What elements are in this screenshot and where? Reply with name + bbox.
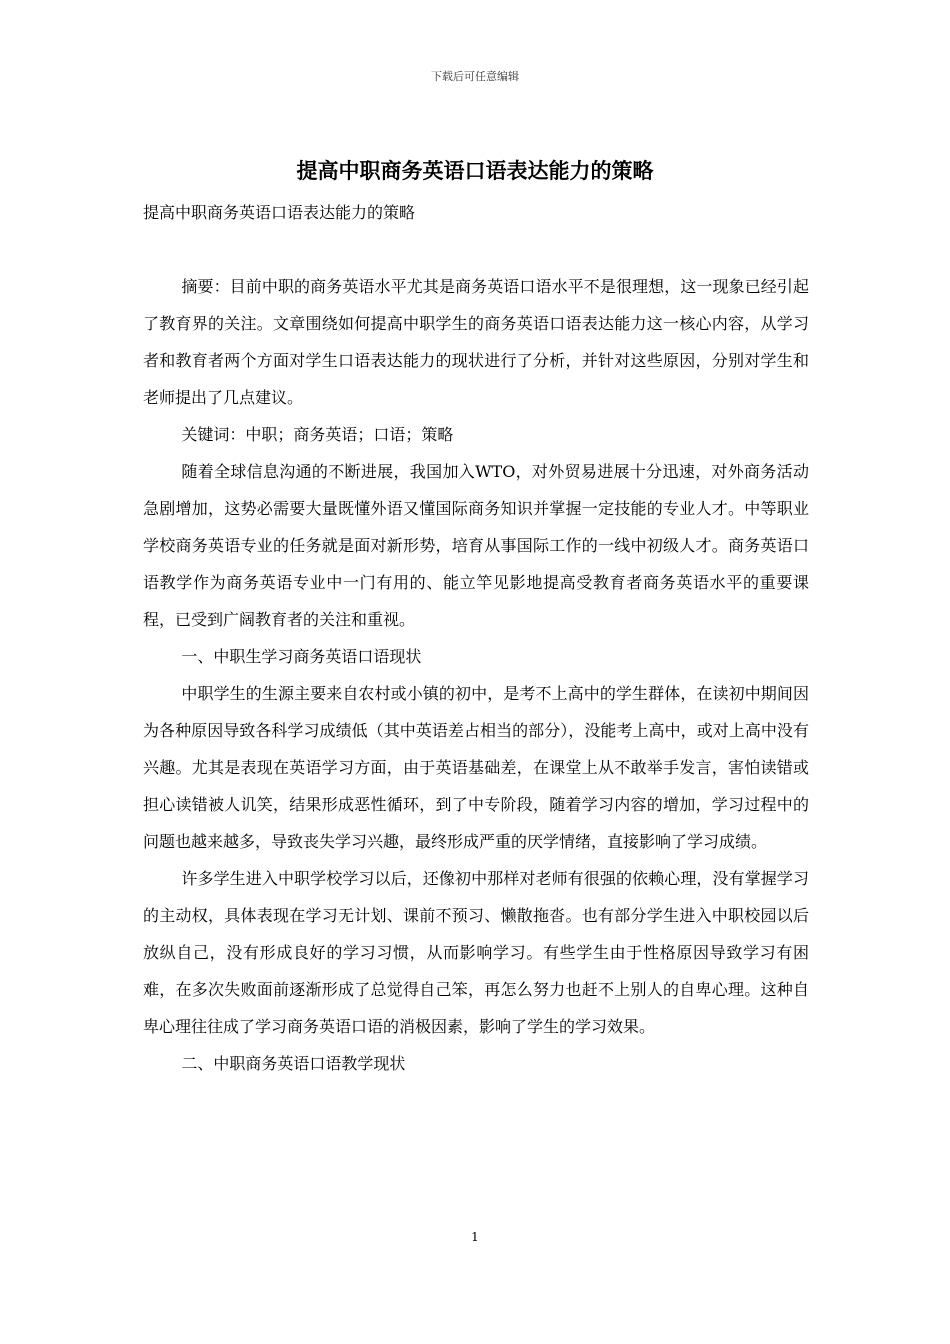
document-body: [143, 268, 809, 1082]
keywords-paragraph: 关键词：中职；商务英语；口语；策略: [181, 425, 454, 444]
section-heading-2: 二、中职商务英语口语教学现状: [181, 1054, 406, 1073]
intro-paragraph: 随着全球信息沟通的不断进展，我国加入WTO，对外贸易进展十分迅速，对外商务活动急剧增加，这势必需要大量既懂外语又懂国际商务知识并掌握一定技能的专业人才。中等职业学校商务英语专业的任务就是面对新形势，培育从事国际工作的一线中初级人才。商务英语口语教学作为商务英语专业中一门有用的、能立竿见影地提高受教育者商务英语水平的重要课程，已受到广阔教育者的关注和重视。: [143, 462, 809, 629]
section-heading-1: 一、中职生学习商务英语口语现状: [181, 647, 422, 666]
abstract-paragraph: 摘要：目前中职的商务英语水平尤其是商务英语口语水平不是很理想，这一现象已经引起了教育界的关注。文章围绕如何提高中职学生的商务英语口语表达能力这一核心内容，从学习者和教育者两个方面对学生口语表达能力的现状进行了分析，并针对这些原因，分别对学生和老师提出了几点建议。: [143, 277, 809, 407]
section-1-paragraph-1: 中职学生的生源主要来自农村或小镇的初中，是考不上高中的学生群体，在读初中期间因为各种原因导致各科学习成绩低（其中英语差占相当的部分），没能考上高中，或对上高中没有兴趣。尤其是表现在英语学习方面，由于英语基础差，在课堂上从不敢举手发言，害怕读错或担心读错被人讥笑，结果形成恶性循环，到了中专阶段，随着学习内容的增加，学习过程中的问题也越来越多，导致丧失学习兴趣，最终形成严重的厌学情绪，直接影响了学习成绩。: [143, 684, 809, 851]
document-title: 提高中职商务英语口语表达能力的策略: [296, 158, 654, 183]
page-number: 1: [471, 1230, 479, 1244]
header-note: 下载后可任意编辑: [431, 70, 519, 83]
document-subtitle: 提高中职商务英语口语表达能力的策略: [143, 203, 416, 222]
section-1-paragraph-2: 许多学生进入中职学校学习以后，还像初中那样对老师有很强的依赖心理，没有掌握学习的主动权，具体表现在学习无计划、课前不预习、懒散拖沓。也有部分学生进入中职校园以后放纵自己，没有形成良好的学习习惯，从而影响学习。有些学生由于性格原因导致学习有困难，在多次失败面前逐渐形成了总觉得自己笨，再怎么努力也赶不上别人的自卑心理。这种自卑心理往往成了学习商务英语口语的消极因素，影响了学生的学习效果。: [143, 869, 809, 1036]
